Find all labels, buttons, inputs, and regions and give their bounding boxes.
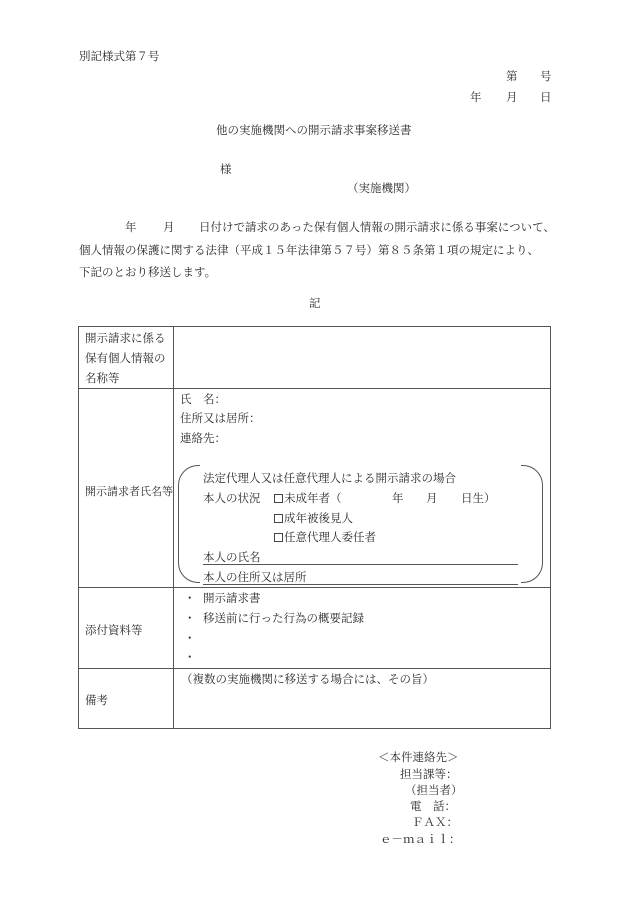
label-line: 名称等 <box>85 371 120 385</box>
table-row-divider <box>78 587 551 588</box>
option-adult-ward-label: 成年被後見人 <box>284 511 353 525</box>
form-number: 別記様式第７号 <box>79 49 160 63</box>
body-year: 年 <box>125 220 137 234</box>
proxy-heading: 法定代理人又は任意代理人による開示請求の場合 <box>203 471 456 485</box>
checkbox-minor[interactable] <box>274 494 283 503</box>
option-adult-ward[interactable] <box>274 513 353 525</box>
contact-phone: 電 話： <box>410 799 456 813</box>
date-month: 月 <box>506 90 518 104</box>
body-line2: 個人情報の保護に関する法律（平成１５年法律第５７号）第８５条第１項の規定により、 <box>79 243 539 257</box>
proxy-bracket-left <box>178 465 200 583</box>
attachment-bullet: ・ <box>184 631 196 645</box>
body-line1: 日付けで請求のあった保有個人情報の開示請求に係る事案について、 <box>199 220 555 234</box>
sender-label: （実施機関） <box>347 181 416 195</box>
birth-year: 年 <box>392 491 404 505</box>
contact-department: 担当課等： <box>400 767 458 781</box>
principal-status-label: 本人の状況 <box>203 491 261 505</box>
body-line3: 下記のとおり移送します。 <box>79 265 217 279</box>
option-delegator[interactable] <box>274 532 376 544</box>
date-year: 年 <box>470 90 482 104</box>
attachment-item[interactable] <box>203 652 543 666</box>
addressee-honorific: 様 <box>220 162 232 176</box>
row-attachments-label: 添付資料等 <box>85 623 143 637</box>
remarks-note: （複数の実施機関に移送する場合には、その旨） <box>181 672 434 686</box>
label-line: 開示請求に係る <box>85 331 166 345</box>
requester-contact-field[interactable]: 連絡先： <box>180 431 226 445</box>
requester-name-field[interactable]: 氏 名： <box>180 392 226 406</box>
contact-fax: ＦＡＸ： <box>412 815 458 829</box>
checkbox-adult-ward[interactable] <box>274 514 283 523</box>
checkbox-delegator[interactable] <box>274 533 283 542</box>
attachment-item[interactable] <box>203 633 543 647</box>
contact-person: （担当者） <box>405 783 463 797</box>
attachment-bullet: ・ <box>184 611 196 625</box>
ki-heading: 記 <box>309 296 321 310</box>
birth-day: 日生） <box>461 491 496 505</box>
birth-month: 月 <box>426 491 438 505</box>
attachment-item[interactable]: 移送前に行った行為の概要記録 <box>203 611 364 625</box>
attachment-bullet: ・ <box>184 591 196 605</box>
body-month: 月 <box>163 220 175 234</box>
principal-name-underline <box>203 564 518 565</box>
table-row-divider <box>78 668 551 669</box>
date-day: 日 <box>540 90 552 104</box>
requester-address-field[interactable]: 住所又は居所： <box>180 411 261 425</box>
remarks-field[interactable] <box>174 690 550 728</box>
info-name-field[interactable] <box>174 327 550 387</box>
row-remarks-label: 備考 <box>85 693 108 707</box>
principal-address-field[interactable]: 本人の住所又は居所 <box>203 570 307 584</box>
attachment-bullet: ・ <box>184 650 196 664</box>
row-requester-label: 開示請求者氏名等 <box>85 485 173 498</box>
contact-heading: ＜本件連絡先＞ <box>378 750 459 764</box>
option-delegator-label: 任意代理人委任者 <box>284 530 376 544</box>
principal-address-underline <box>203 584 518 585</box>
principal-name-field[interactable]: 本人の氏名 <box>203 550 261 564</box>
option-minor[interactable] <box>274 493 342 505</box>
proxy-bracket-right <box>521 465 543 583</box>
doc-number-prefix: 第 <box>506 69 518 83</box>
option-minor-label: 未成年者（ <box>284 491 342 505</box>
label-line: 保有個人情報の <box>85 351 166 365</box>
table-row-divider <box>78 388 551 389</box>
contact-email: ｅ－ｍａｉｌ： <box>380 832 461 846</box>
attachment-item[interactable]: 開示請求書 <box>203 591 261 605</box>
document-title: 他の実施機関への開示請求事案移送書 <box>216 123 412 137</box>
doc-number-suffix: 号 <box>540 69 552 83</box>
row-info-name-label <box>85 328 166 388</box>
